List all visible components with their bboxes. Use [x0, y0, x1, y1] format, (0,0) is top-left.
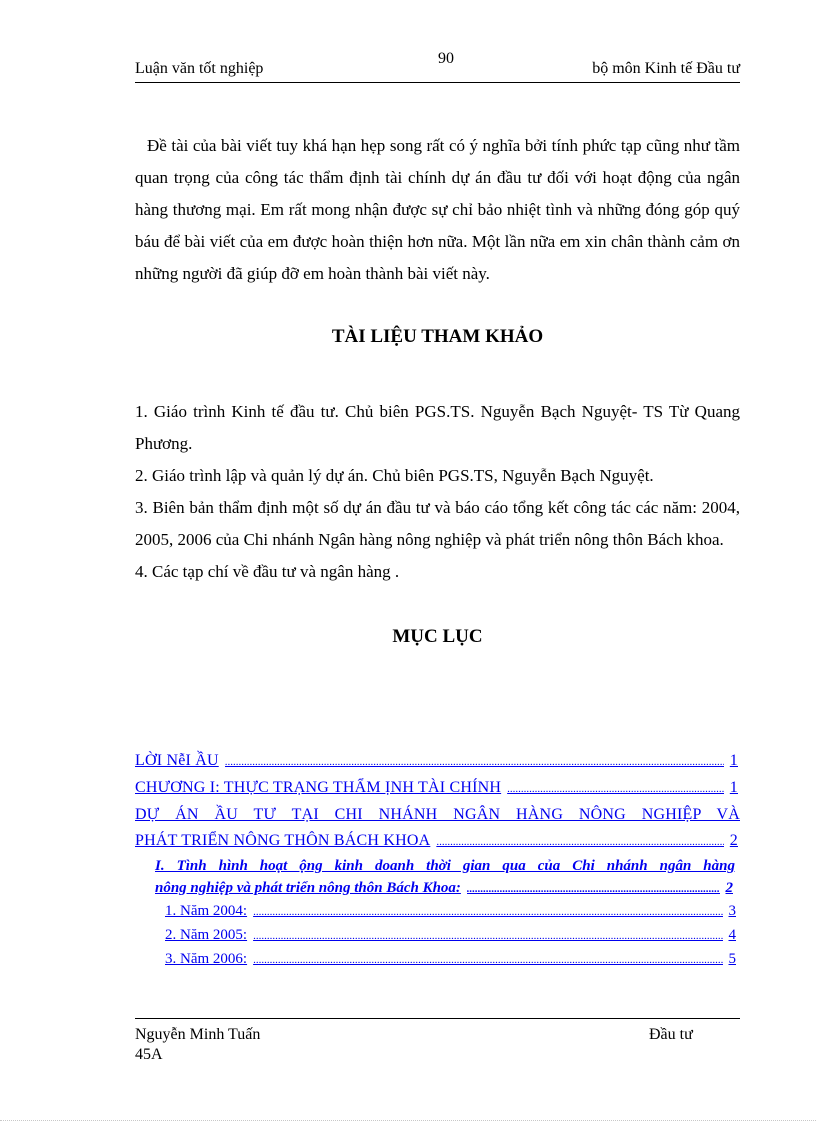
table-of-contents: [135, 748, 740, 972]
toc-entry-year-2005[interactable]: [165, 924, 738, 948]
toc-entry-title-line1: I. Tình hình hoạt ộng kinh doanh thời gian qua của Chi nhánh ngân hàng: [155, 858, 735, 874]
toc-entry-page: 5: [728, 951, 736, 967]
toc-entry-page: 1: [729, 752, 738, 769]
reference-item: 1. Giáo trình Kinh tế đầu tư. Chủ biên PGS.TS. Nguyễn Bạch Nguyệt- TS Từ Quang Phương.: [135, 402, 740, 453]
toc-entry-page: 2: [729, 832, 738, 849]
references-title: TÀI LIỆU THAM KHẢO: [331, 326, 544, 347]
toc-entry-page: 1: [729, 779, 738, 796]
toc-entry-title: 3. Năm 2006:: [165, 951, 248, 967]
toc-entry-title: 1. Năm 2004:: [165, 903, 248, 919]
toc-entry-title: 2. Năm 2005:: [165, 927, 248, 943]
toc-entry-chapter-1-continued[interactable]: [135, 802, 740, 855]
toc-entry-title: CHƯƠNG I: THỰC TRẠNG THẨM ỊNH TÀI CHÍNH: [135, 779, 502, 796]
page-edge-divider: [0, 1120, 816, 1121]
footer-field: Đầu tư: [649, 1026, 693, 1043]
toc-leader-dots: [253, 900, 722, 924]
reference-item: 3. Biên bản thẩm định một số dự án đầu tư và báo cáo tổng kết công tác các năm: 2004, 2005, 2006 của Chi nhánh Ngân hàng nông nghiệp và phát triển nông thôn Bách khoa.: [135, 498, 740, 549]
toc-entry-title: LỜI NễI ẦU: [135, 752, 219, 769]
page-number: 90: [438, 50, 454, 67]
header-thesis-label: Luận văn tốt nghiệp: [135, 60, 264, 77]
reference-item: 2. Giáo trình lập và quản lý dự án. Chủ biên PGS.TS, Nguyễn Bạch Nguyệt.: [135, 466, 654, 485]
toc-entry-page: 2: [725, 880, 733, 896]
toc-leader-dots: [436, 828, 723, 855]
toc-entry-page: 3: [728, 903, 736, 919]
footer-author: Nguyễn Minh Tuấn: [135, 1026, 261, 1043]
toc-leader-dots: [507, 775, 724, 802]
toc-leader-dots: [467, 877, 720, 900]
toc-entry-introduction[interactable]: [135, 748, 740, 775]
toc-entry-year-2004[interactable]: [165, 900, 738, 924]
reference-item: 4. Các tạp chí về đầu tư và ngân hàng .: [135, 562, 400, 581]
toc-entry-page: 4: [728, 927, 736, 943]
toc-leader-dots: [253, 948, 722, 972]
page-header: [135, 60, 740, 83]
toc-entry-year-2006[interactable]: [165, 948, 738, 972]
toc-entry-section-1[interactable]: [155, 855, 735, 900]
footer-class: 45A: [135, 1046, 163, 1063]
page-footer: [135, 1018, 740, 1063]
toc-entry-title-line2: PHÁT TRIỂN NÔNG THÔN BÁCH KHOA: [135, 832, 431, 849]
toc-leader-dots: [225, 748, 724, 775]
references-list: [135, 396, 740, 588]
toc-entry-title-line1: DỰ ÁN ẦU TƯ TẠI CHI NHÁNH NGÂN HÀNG NÔNG NGHIỆP VÀ: [135, 806, 740, 823]
toc-leader-dots: [253, 924, 722, 948]
toc-title: MỤC LỤC: [392, 626, 483, 647]
toc-entry-title-line2: nông nghiệp và phát triển nông thôn Bách Khoa:: [155, 880, 461, 896]
header-department-label: bộ môn Kinh tế Đầu tư: [592, 60, 740, 77]
closing-paragraph: Đề tài của bài viết tuy khá hạn hẹp song rất có ý nghĩa bởi tính phức tạp cũng như tầm quan trọng của công tác thẩm định tài chính dự án đầu tư đối với hoạt động của ngân hàng thương mại. Em rất mong nhận được sự chỉ bảo nhiệt tình và những đóng góp quý báu để bài viết của em được hoàn thiện hơn nữa. Một lần nữa em xin chân thành cảm ơn những người đã giúp đỡ em hoàn thành bài viết này.: [135, 136, 740, 283]
toc-entry-chapter-1[interactable]: [135, 775, 740, 802]
